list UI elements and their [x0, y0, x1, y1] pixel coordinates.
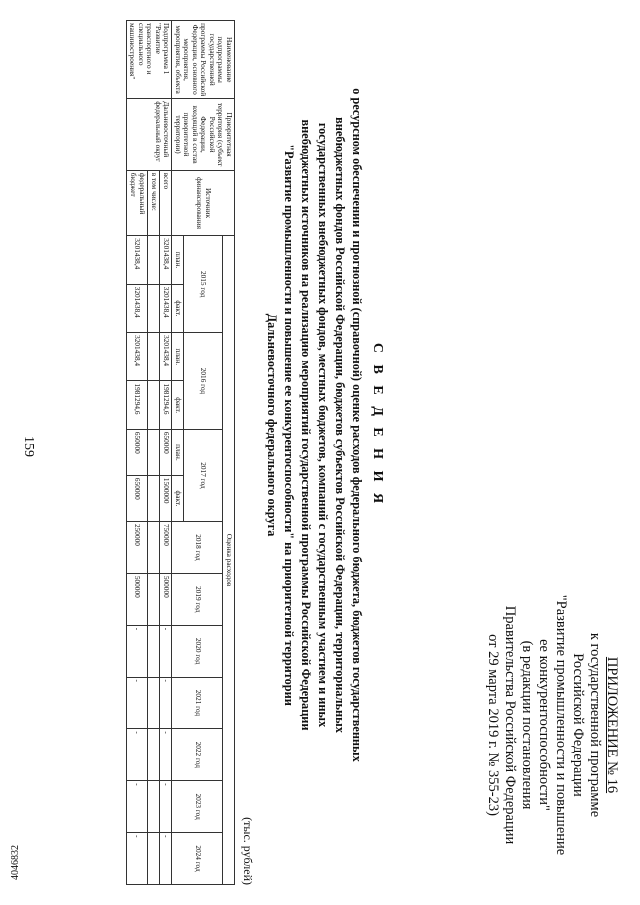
table-cell: 650000: [127, 475, 148, 521]
header-source: Источник финансирования: [172, 170, 235, 236]
table-cell: -: [127, 833, 148, 885]
header-year: 2023 год: [172, 781, 223, 833]
row-source: в том числе:: [148, 170, 160, 236]
table-cell: 250000: [127, 522, 148, 574]
header-territory: Приоритетная территория (субъект Российской Федерации, входящий в состав приоритетной территории): [172, 99, 235, 170]
appendix-line: Правительства Российской Федерации: [502, 605, 518, 845]
appendix-line: ее конкурентоспособности": [536, 639, 552, 811]
table-cell: 650000: [127, 429, 148, 475]
table-cell: [148, 625, 160, 677]
table-cell: 3201438,4: [160, 236, 172, 284]
header-year: 2019 год: [172, 573, 223, 625]
expenditure-table: [126, 20, 235, 885]
table-cell: 3201438,4: [160, 284, 172, 332]
table-header-row: [223, 21, 235, 885]
header-fact: факт.: [172, 475, 184, 521]
appendix-line: к государственной программе: [587, 632, 603, 818]
table-cell: -: [127, 677, 148, 729]
table-cell: -: [160, 625, 172, 677]
table-cell: -: [160, 781, 172, 833]
table-cell: 1500000: [160, 475, 172, 521]
header-plan: план.: [172, 429, 184, 475]
header-year: 2024 год: [172, 833, 223, 885]
header-year: 2020 год: [172, 625, 223, 677]
appendix-line: Российской Федерации: [570, 653, 586, 797]
table-cell: [148, 677, 160, 729]
heading-line: внебюджетных источников на реализацию мероприятий государственной программы Российской Федерации: [299, 119, 313, 731]
heading-line: о ресурсном обеспечении и прогнозной (справочной) оценке расходов федерального бюджета, бюджетов государственных: [350, 88, 364, 762]
header-year: 2016 год: [184, 333, 224, 430]
appendix-line: от 29 марта 2019 г. № 355-23): [485, 634, 501, 816]
appendix-block: [484, 575, 620, 875]
table-row: [160, 21, 172, 885]
table-cell: -: [160, 833, 172, 885]
table-cell: 650000: [160, 429, 172, 475]
table-cell: [148, 522, 160, 574]
table-cell: [148, 284, 160, 332]
table-cell: [148, 833, 160, 885]
heading-title: С В Е Д Е Н И Я: [370, 342, 385, 508]
table-cell: 1981294,6: [127, 381, 148, 429]
table-cell: [148, 573, 160, 625]
table-cell: 3201438,4: [127, 236, 148, 284]
appendix-line: "Развитие промышленности и повышение: [553, 594, 569, 856]
table-cell: [148, 429, 160, 475]
table-cell: 500000: [127, 573, 148, 625]
table-cell: -: [127, 729, 148, 781]
appendix-line: (в редакции постановления: [519, 640, 535, 810]
page-number: 159: [21, 436, 36, 457]
heading-line: "Развитие промышленности и повышение ее конкурентоспособности" на приоритетной территории: [282, 144, 296, 706]
appendix-title: ПРИЛОЖЕНИЕ № 16: [604, 656, 620, 794]
table-cell: [148, 781, 160, 833]
header-name: Наименование подпрограммы государственной программы Российской Федерации, основного мероприятия, мероприятия, объекта: [172, 21, 235, 99]
table-cell: 750000: [160, 522, 172, 574]
header-year: 2017 год: [184, 429, 224, 521]
document-id: 4046832: [10, 845, 21, 880]
table-cell: 1981294,6: [160, 381, 172, 429]
heading-line: Дальневосточного федерального округа: [265, 313, 279, 537]
header-year: 2022 год: [172, 729, 223, 781]
table-cell: [148, 381, 160, 429]
table-cell: [148, 729, 160, 781]
row-source: федеральный бюджет: [127, 170, 148, 236]
header-year: 2021 год: [172, 677, 223, 729]
header-fact: факт.: [172, 381, 184, 429]
header-year: 2015 год: [184, 236, 224, 333]
table-cell: -: [127, 781, 148, 833]
header-fact: факт.: [172, 284, 184, 332]
table-cell: 3201438,4: [127, 284, 148, 332]
header-year: 2018 год: [172, 522, 223, 574]
table-cell: 3201438,4: [160, 333, 172, 381]
row-territory: Дальневосточный федеральный округ: [127, 99, 173, 170]
table-cell: 500000: [160, 573, 172, 625]
table-cell: 3201438,4: [127, 333, 148, 381]
document-heading: [263, 70, 385, 780]
table-cell: [148, 475, 160, 521]
row-name: Подпрограмма 1 "Развитие транспортного и специального машиностроения": [127, 21, 173, 99]
header-plan: план.: [172, 236, 184, 284]
table-cell: -: [127, 625, 148, 677]
heading-line: государственных внебюджетных фондов, местных бюджетов, компаний с государственным участием и иных: [316, 122, 330, 728]
table-cell: -: [160, 729, 172, 781]
heading-line: внебюджетных фондов Российской Федерации, бюджетов субъектов Российской Федерации, территориальных: [333, 117, 347, 733]
table-cell: -: [160, 677, 172, 729]
row-source: всего: [160, 170, 172, 236]
header-estimate: Оценка расходов: [223, 236, 235, 885]
table-cell: [148, 236, 160, 284]
units-label: (тыс. рублей): [241, 817, 255, 885]
header-plan: план.: [172, 333, 184, 381]
table-cell: [148, 333, 160, 381]
